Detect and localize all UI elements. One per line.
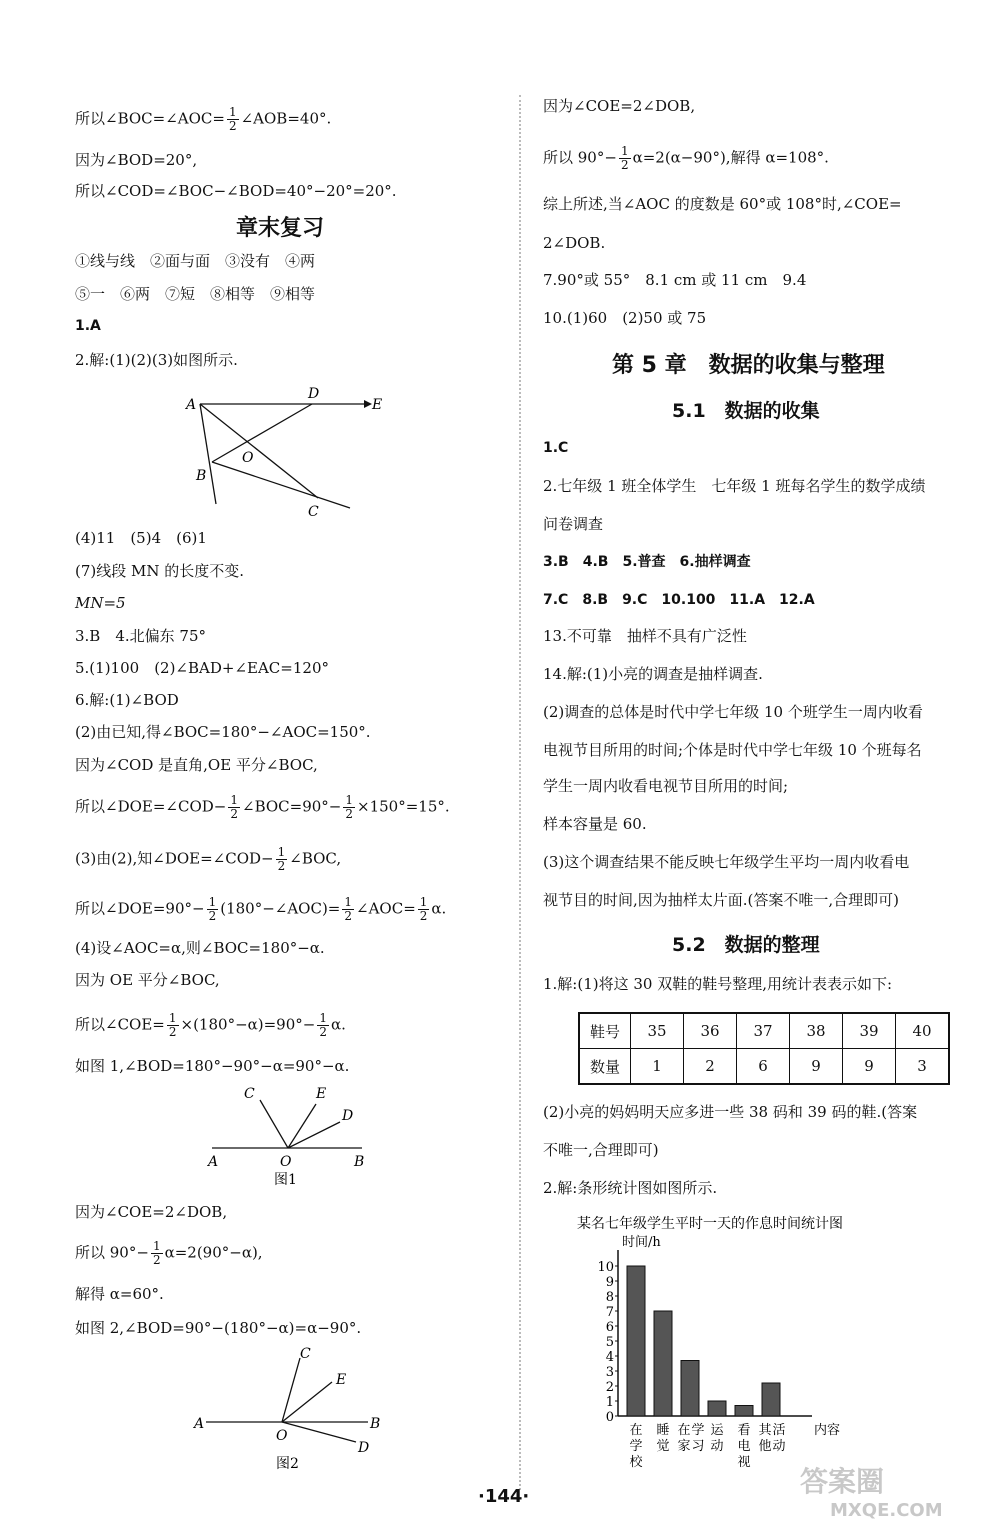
ray-oe: [282, 1382, 332, 1422]
table-cell: 1: [631, 1049, 684, 1085]
column-divider: [519, 95, 521, 1490]
text-line: 综上所述,当∠AOC 的度数是 60°或 108°时,∠COE=: [543, 195, 902, 213]
fraction: $\frac{1}{2}$: [168, 1011, 177, 1039]
table-cell: 39: [843, 1013, 896, 1049]
text-line: (4)11 (5)4 (6)1: [75, 529, 207, 547]
text-line: ①线与线 ②面与面 ③没有 ④两: [75, 252, 316, 270]
text-line: 13.不可靠 抽样不具有广泛性: [543, 627, 747, 645]
category-label: 习: [691, 1439, 705, 1454]
text-line: 因为∠COD 是直角,OE 平分∠BOC,: [75, 756, 318, 774]
table-cell: 2: [684, 1049, 737, 1085]
chapter-title: 第 5 章 数据的收集与整理: [612, 353, 885, 378]
geometry-figure: [180, 380, 383, 520]
y-tick-label: 2: [605, 1380, 614, 1395]
category-label: 学: [629, 1439, 643, 1454]
text-line: 所以∠COE= $\frac{1}{2}$ ×(180°−α)=90°− $\frac{1}{2}$ α.: [75, 1011, 346, 1039]
table-cell: 40: [896, 1013, 950, 1049]
text-line: 解得 α=60°.: [75, 1285, 164, 1303]
table-cell: 38: [790, 1013, 843, 1049]
y-tick-label: 1: [605, 1395, 614, 1410]
table-cell: 37: [737, 1013, 790, 1049]
text-line: 2.七年级 1 班全体学生 七年级 1 班每名学生的数学成绩: [543, 477, 926, 495]
bar: [654, 1311, 672, 1416]
section-title: 章末复习: [236, 216, 325, 241]
table-row: [579, 1013, 949, 1049]
text-line: MN=5: [75, 594, 126, 612]
label-d: D: [358, 1440, 370, 1456]
text-line: 1.解:(1)将这 30 双鞋的鞋号整理,用统计表表示如下:: [543, 975, 893, 993]
bar: [708, 1401, 726, 1416]
fraction: $\frac{1}{2}$: [208, 895, 217, 923]
y-tick-label: 0: [605, 1410, 614, 1425]
text-line: 如图 1,∠BOD=180°−90°−α=90°−α.: [75, 1057, 350, 1075]
text-line: 2∠DOB.: [543, 234, 606, 252]
text-line: 如图 2,∠BOD=90°−(180°−α)=α−90°.: [75, 1319, 362, 1337]
table-cell: 数量: [579, 1049, 631, 1085]
table-cell: 9: [790, 1049, 843, 1085]
section-title: 5.2 数据的整理: [672, 934, 820, 956]
y-tick-label: 5: [605, 1335, 614, 1350]
answer-line: 1.C: [543, 440, 569, 456]
y-tick-label: 3: [605, 1365, 614, 1380]
text-line: 3.B 4.北偏东 75°: [75, 627, 207, 645]
text-line: 学生一周内收看电视节目所用的时间;: [543, 777, 789, 795]
label-e: E: [372, 397, 383, 413]
category-label: 动: [772, 1439, 786, 1454]
y-axis-label: 时间/h: [622, 1235, 661, 1250]
shoe-size-table: [578, 1012, 950, 1085]
category-label: 校: [629, 1455, 643, 1470]
label-a: A: [208, 1154, 219, 1170]
chart-title: 某名七年级学生平时一天的作息时间统计图: [577, 1216, 843, 1232]
label-o: O: [280, 1154, 292, 1170]
text-line: 14.解:(1)小亮的调查是抽样调查.: [543, 665, 763, 683]
text-line: 所以∠DOE=∠COD− $\frac{1}{2}$ ∠BOC=90°− $\frac{1}{2}$ ×150°=15°.: [75, 793, 450, 821]
y-ticks: [597, 1260, 618, 1425]
text-line: 样本容量是 60.: [543, 815, 647, 833]
category-label: 动: [710, 1439, 724, 1454]
text-line: 因为∠BOD=20°,: [75, 151, 198, 169]
figure-caption: 图2: [276, 1456, 299, 1472]
table-cell: 36: [684, 1013, 737, 1049]
table-cell: 35: [631, 1013, 684, 1049]
bar: [627, 1266, 645, 1416]
category-label: 其: [758, 1423, 772, 1438]
label-b: B: [354, 1154, 365, 1170]
text-line: (2)调查的总体是时代中学七年级 10 个班学生一周内收看: [543, 703, 923, 721]
label-a: A: [194, 1416, 205, 1432]
fraction: $\frac{1}{2}$: [230, 793, 238, 821]
text-line: 10.(1)60 (2)50 或 75: [543, 309, 707, 327]
text-line: 2.解:条形统计图如图所示.: [543, 1179, 718, 1197]
bar-chart: [560, 1208, 860, 1478]
bar: [762, 1383, 780, 1416]
text-line: 因为∠COE=2∠DOB,: [75, 1203, 228, 1221]
text-line: (2)小亮的妈妈明天应多进一些 38 码和 39 码的鞋.(答案: [543, 1103, 918, 1121]
section-title: 5.1 数据的收集: [672, 400, 820, 422]
ray-oc: [260, 1100, 288, 1148]
text-line: 不唯一,合理即可): [543, 1141, 659, 1159]
fraction: $\frac{1}{2}$: [319, 1011, 327, 1039]
figure-caption: 图1: [274, 1172, 297, 1188]
text-line: 因为 OE 平分∠BOC,: [75, 971, 220, 989]
page-number: ·144·: [478, 1486, 530, 1507]
label-d: D: [342, 1108, 354, 1124]
text-line: (4)设∠AOC=α,则∠BOC=180°−α.: [75, 939, 325, 957]
y-tick-label: 9: [605, 1275, 614, 1290]
label-e: E: [336, 1372, 347, 1388]
label-o: O: [242, 450, 254, 466]
y-tick-label: 8: [605, 1290, 614, 1305]
table-row: [579, 1049, 949, 1085]
category-label: 视: [737, 1455, 751, 1470]
text-line: 7.90°或 55° 8.1 cm 或 11 cm 9.4: [543, 271, 807, 289]
text-line: 所以 90°− $\frac{1}{2}$ α=2(90°−α),: [75, 1239, 263, 1267]
text-line: 6.解:(1)∠BOD: [75, 691, 179, 709]
watermark-logo: 答案圈: [800, 1465, 885, 1498]
line-ac: [200, 404, 318, 498]
bars: [627, 1266, 780, 1416]
category-label: 家: [677, 1439, 691, 1454]
fraction: $\frac{1}{2}$: [419, 895, 428, 923]
text-line: (2)由已知,得∠BOC=180°−∠AOC=150°.: [75, 723, 371, 741]
category-label: 电: [737, 1439, 751, 1454]
bar: [681, 1361, 699, 1417]
text-line: ⑤一 ⑥两 ⑦短 ⑧相等 ⑨相等: [75, 285, 316, 303]
text-line: 所以∠BOC=∠AOC= $\frac{1}{2}$ ∠AOB=40°.: [75, 105, 332, 133]
y-tick-label: 10: [597, 1260, 614, 1275]
text-line: (3)由(2),知∠DOE=∠COD− $\frac{1}{2}$ ∠BOC,: [75, 845, 342, 873]
label-b: B: [370, 1416, 381, 1432]
ray-od: [282, 1422, 356, 1442]
ray-oc: [282, 1358, 300, 1422]
text-line: 所以∠COD=∠BOC−∠BOD=40°−20°=20°.: [75, 182, 397, 200]
text-line: 电视节目所用的时间;个体是时代中学七年级 10 个班每名: [543, 741, 922, 759]
label-a: A: [186, 397, 197, 413]
label-c: C: [244, 1086, 255, 1102]
category-label: 在: [677, 1423, 691, 1438]
fraction: $\frac{1}{2}$: [277, 845, 286, 873]
fraction: $\frac{1}{2}$: [152, 1239, 161, 1267]
answer-line: 3.B 4.B 5.普查 6.抽样调查: [543, 554, 751, 570]
table-cell: 3: [896, 1049, 950, 1085]
x-axis-label: 内容: [814, 1423, 841, 1438]
text-line: 所以 90°− $\frac{1}{2}$ α=2(α−90°),解得 α=108°.: [543, 144, 829, 172]
answer-line: 7.C 8.B 9.C 10.100 11.A 12.A: [543, 592, 815, 608]
label-d: D: [308, 386, 320, 402]
category-label: 运: [710, 1423, 724, 1438]
y-tick-label: 7: [605, 1305, 614, 1320]
text-line: (3)这个调查结果不能反映七年级学生平均一周内收看电: [543, 853, 910, 871]
line-ab: [200, 404, 216, 504]
category-label: 在: [629, 1423, 643, 1438]
text-line: 5.(1)100 (2)∠BAD+∠EAC=120°: [75, 659, 329, 677]
figure-1: [200, 1080, 380, 1190]
text-line: 所以∠DOE=90°− $\frac{1}{2}$ (180°−∠AOC)= $\frac{1}{2}$ ∠AOC= $\frac{1}{2}$ α.: [75, 895, 447, 923]
text-line: 问卷调查: [543, 515, 604, 533]
y-tick-label: 6: [605, 1320, 614, 1335]
label-c: C: [300, 1346, 311, 1362]
category-label: 活: [772, 1423, 786, 1438]
category-label: 他: [758, 1439, 772, 1454]
figure-2: [190, 1340, 390, 1480]
label-b: B: [196, 468, 207, 484]
label-e: E: [316, 1086, 327, 1102]
label-c: C: [308, 504, 319, 520]
text-line: (7)线段 MN 的长度不变.: [75, 562, 245, 580]
text-line: 因为∠COE=2∠DOB,: [543, 97, 696, 115]
table-cell: 6: [737, 1049, 790, 1085]
label-o: O: [276, 1428, 288, 1444]
table-cell: 9: [843, 1049, 896, 1085]
fraction: $\frac{1}{2}$: [620, 144, 629, 172]
bar: [735, 1406, 753, 1417]
y-tick-label: 4: [605, 1350, 614, 1365]
fraction: $\frac{1}{2}$: [228, 105, 237, 133]
arrow-e: [364, 400, 372, 408]
answer-line: 1.A: [75, 318, 101, 334]
category-label: 睡: [656, 1423, 670, 1438]
category-label: 看: [737, 1423, 751, 1438]
text-line: 视节目的时间,因为抽样太片面.(答案不唯一,合理即可): [543, 891, 900, 909]
fraction: $\frac{1}{2}$: [344, 895, 353, 923]
fraction: $\frac{1}{2}$: [345, 793, 354, 821]
category-label: 学: [691, 1423, 705, 1438]
table-cell: 鞋号: [579, 1013, 631, 1049]
category-label: 觉: [656, 1439, 670, 1454]
watermark-url: MXQE.COM: [830, 1500, 943, 1521]
text-line: 2.解:(1)(2)(3)如图所示.: [75, 351, 238, 369]
category-labels: [629, 1422, 785, 1470]
